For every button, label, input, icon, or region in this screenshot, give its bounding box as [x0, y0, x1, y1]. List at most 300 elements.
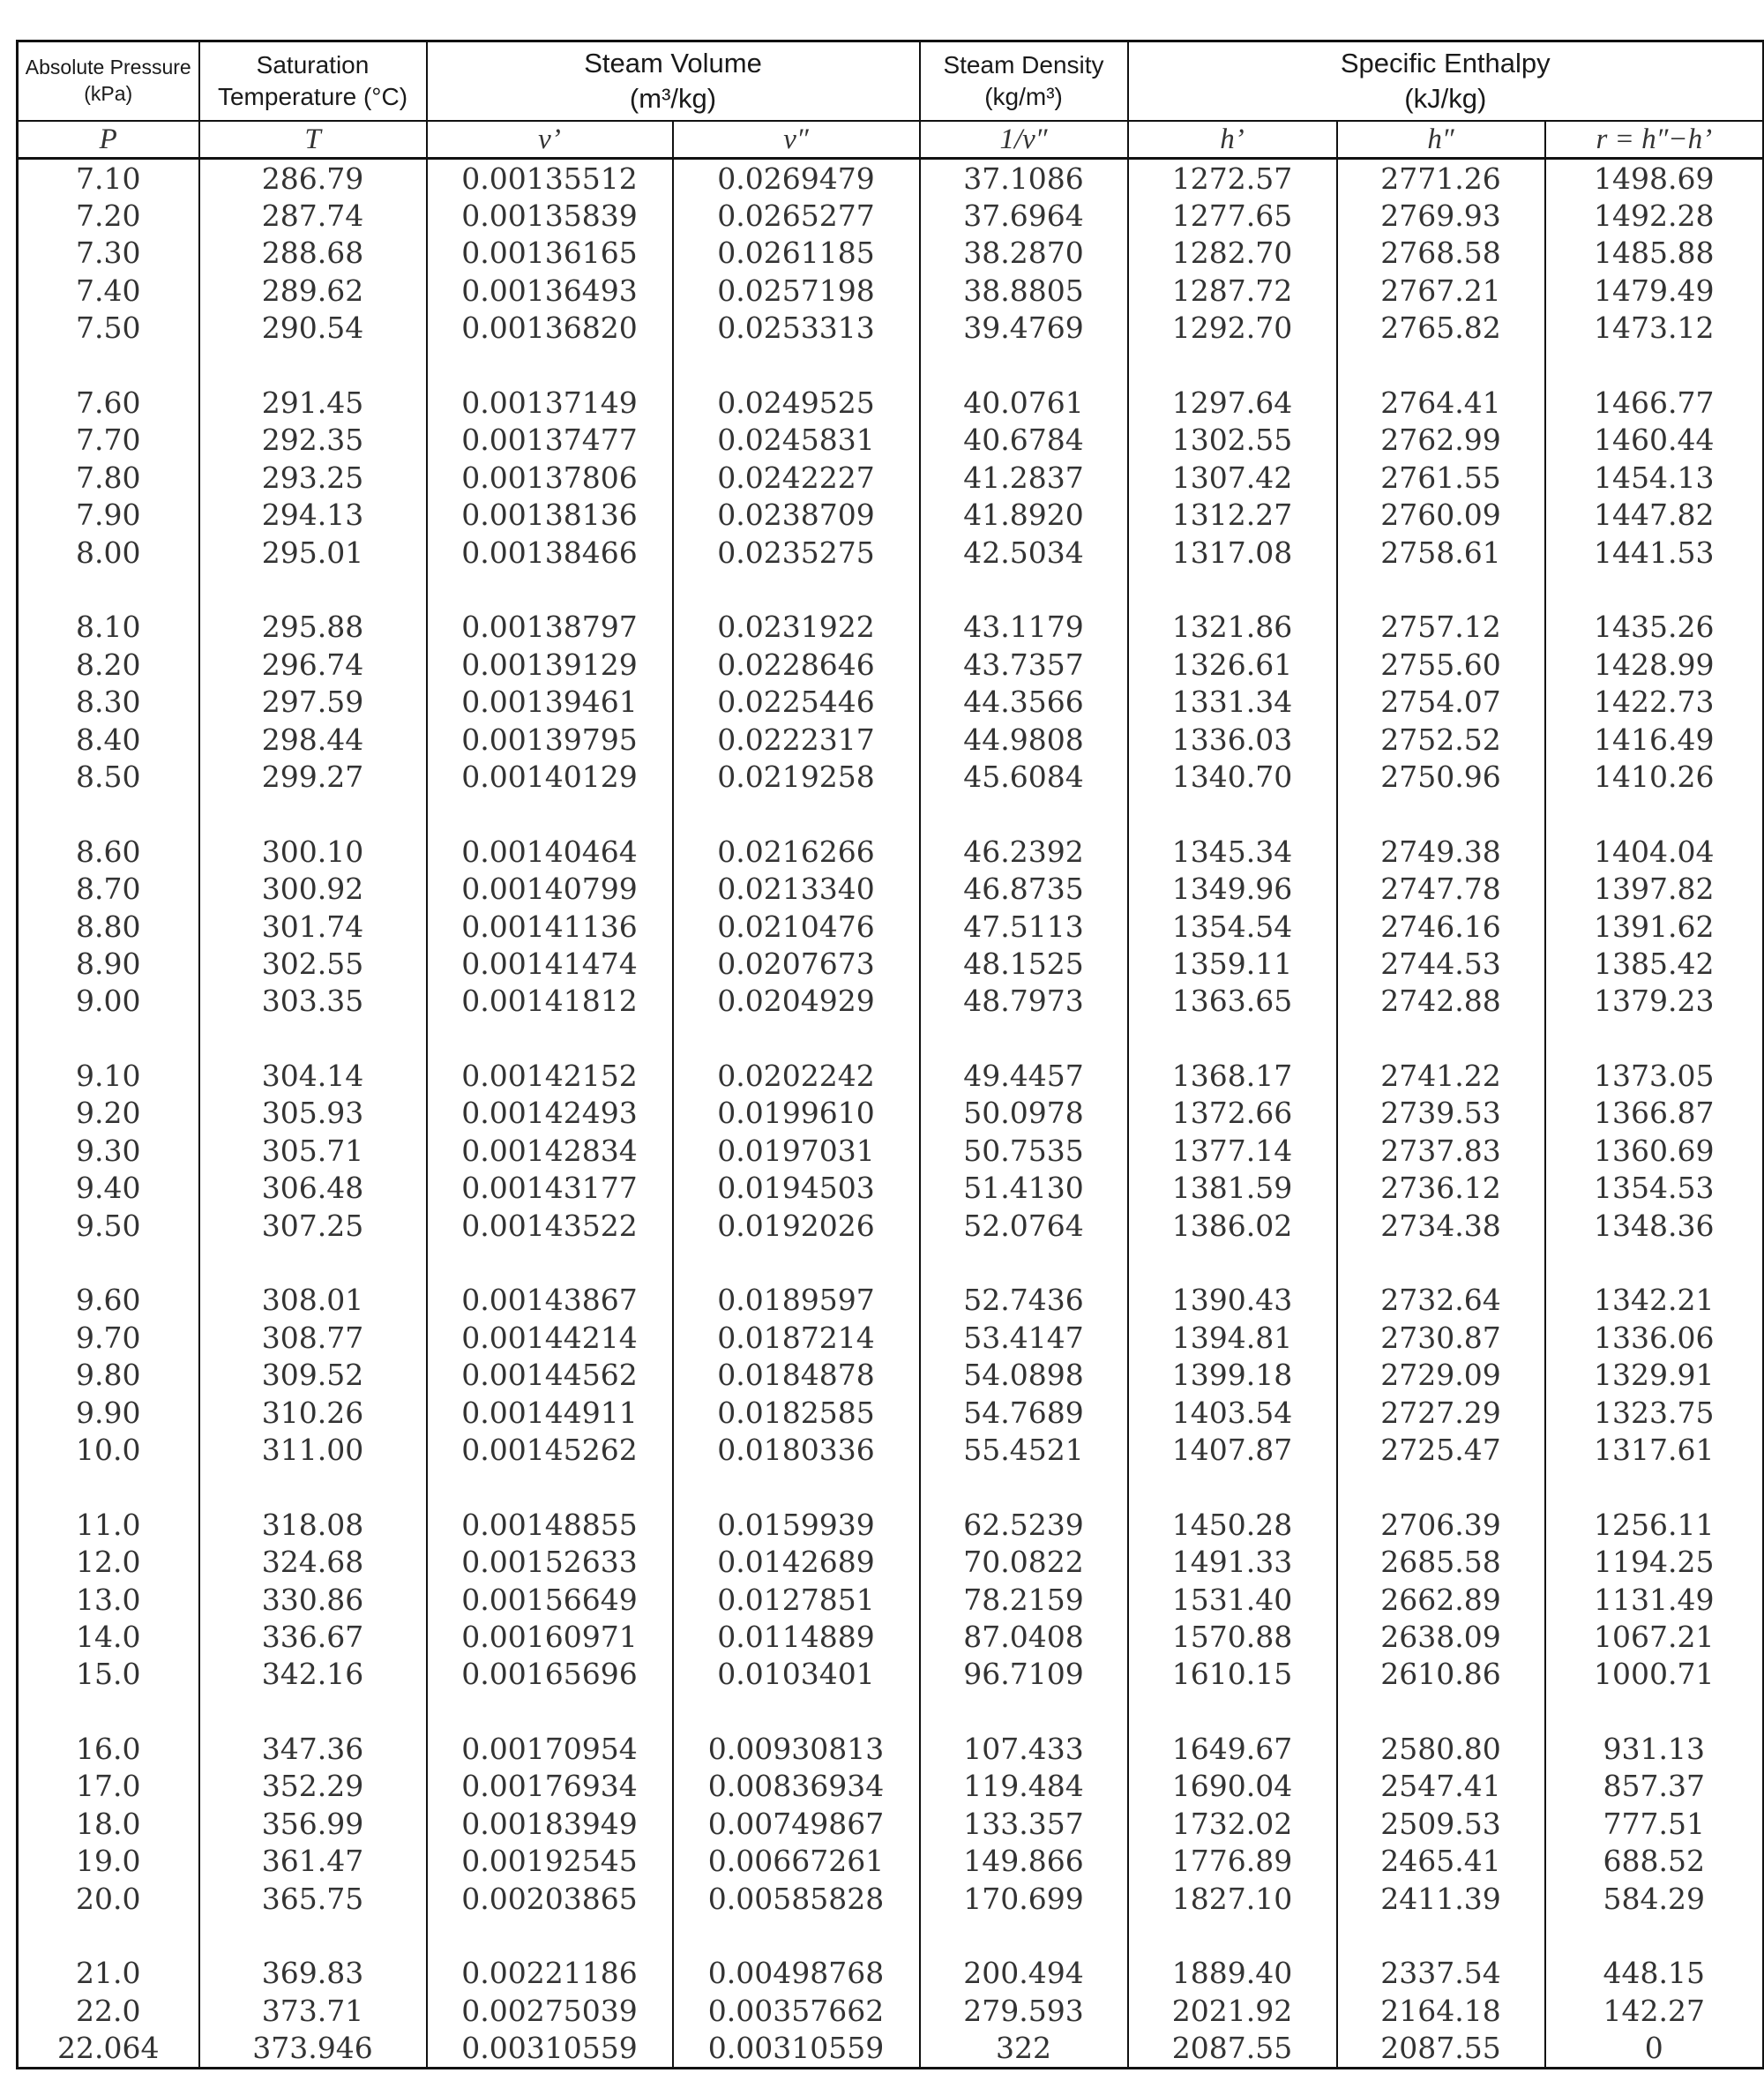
liquid-volume-cell: 0.00138797: [427, 609, 673, 646]
liquid-enthalpy-cell: 1317.08: [1128, 534, 1337, 571]
vapor-volume-cell: 0.0222317: [673, 721, 920, 758]
liquid-enthalpy-cell: 1610.15: [1128, 1656, 1337, 1693]
header-volume-unit: (m³/kg): [629, 83, 717, 114]
liquid-volume-cell: 0.00141136: [427, 908, 673, 945]
density-cell: 38.8805: [920, 272, 1128, 309]
latent-heat-cell: 1391.62: [1545, 908, 1764, 945]
density-cell: 40.6784: [920, 422, 1128, 459]
temperature-cell: 297.59: [199, 683, 427, 720]
spacer-cell: [1337, 1020, 1545, 1057]
table-row: [18, 459, 1764, 496]
spacer-cell: [1128, 1244, 1337, 1281]
vapor-enthalpy-cell: 2509.53: [1337, 1805, 1545, 1842]
table-row: [18, 384, 1764, 421]
vapor-volume-cell: 0.0142689: [673, 1543, 920, 1580]
spacer-cell: [1545, 796, 1764, 833]
pressure-cell: 9.70: [18, 1319, 199, 1356]
temperature-cell: 289.62: [199, 272, 427, 309]
spacer-cell: [18, 1917, 199, 1954]
spacer-cell: [199, 796, 427, 833]
table-row: [18, 1132, 1764, 1169]
latent-heat-cell: 1256.11: [1545, 1506, 1764, 1543]
liquid-volume-cell: 0.00139461: [427, 683, 673, 720]
density-cell: 40.0761: [920, 384, 1128, 421]
liquid-enthalpy-cell: 1407.87: [1128, 1431, 1337, 1468]
vapor-volume-cell: 0.0261185: [673, 235, 920, 272]
temperature-cell: 369.83: [199, 1955, 427, 1992]
density-cell: 62.5239: [920, 1506, 1128, 1543]
temperature-cell: 352.29: [199, 1768, 427, 1805]
table-row: [18, 1431, 1764, 1468]
temperature-cell: 361.47: [199, 1843, 427, 1880]
vapor-volume-cell: 0.00667261: [673, 1843, 920, 1880]
pressure-cell: 10.0: [18, 1431, 199, 1468]
table-row: [18, 497, 1764, 534]
spacer-cell: [673, 347, 920, 384]
temperature-cell: 330.86: [199, 1581, 427, 1618]
pressure-cell: 8.50: [18, 758, 199, 795]
group-spacer-row: [18, 1917, 1764, 1954]
vapor-enthalpy-cell: 2758.61: [1337, 534, 1545, 571]
latent-heat-cell: 1428.99: [1545, 646, 1764, 683]
table-row: [18, 1730, 1764, 1767]
vapor-enthalpy-cell: 2771.26: [1337, 159, 1545, 198]
liquid-enthalpy-cell: 1287.72: [1128, 272, 1337, 309]
liquid-volume-cell: 0.00176934: [427, 1768, 673, 1805]
vapor-volume-cell: 0.0207673: [673, 945, 920, 982]
density-cell: 49.4457: [920, 1057, 1128, 1094]
vapor-volume-cell: 0.0257198: [673, 272, 920, 309]
header-specific-enthalpy: [1128, 41, 1764, 122]
table-row: [18, 1095, 1764, 1132]
liquid-volume-cell: 0.00221186: [427, 1955, 673, 1992]
liquid-volume-cell: 0.00165696: [427, 1656, 673, 1693]
temperature-cell: 347.36: [199, 1730, 427, 1767]
vapor-enthalpy-cell: 2747.78: [1337, 870, 1545, 907]
header-density-unit: (kg/m³): [984, 83, 1063, 110]
vapor-volume-cell: 0.0216266: [673, 833, 920, 870]
vapor-volume-cell: 0.0180336: [673, 1431, 920, 1468]
group-spacer-row: [18, 571, 1764, 608]
spacer-cell: [199, 347, 427, 384]
symbol-latent-heat: r = h″−h’: [1545, 121, 1764, 159]
spacer-cell: [199, 571, 427, 608]
liquid-volume-cell: 0.00143177: [427, 1170, 673, 1207]
latent-heat-cell: 688.52: [1545, 1843, 1764, 1880]
latent-heat-cell: 1404.04: [1545, 833, 1764, 870]
spacer-cell: [1545, 347, 1764, 384]
table-row: [18, 159, 1764, 198]
pressure-cell: 11.0: [18, 1506, 199, 1543]
liquid-volume-cell: 0.00136820: [427, 310, 673, 347]
liquid-enthalpy-cell: 1889.40: [1128, 1955, 1337, 1992]
spacer-cell: [1337, 1244, 1545, 1281]
liquid-enthalpy-cell: 1377.14: [1128, 1132, 1337, 1169]
table-row: [18, 534, 1764, 571]
spacer-cell: [427, 1693, 673, 1730]
spacer-cell: [1128, 1693, 1337, 1730]
latent-heat-cell: 1067.21: [1545, 1618, 1764, 1655]
spacer-cell: [427, 571, 673, 608]
pressure-cell: 7.30: [18, 235, 199, 272]
liquid-enthalpy-cell: 1354.54: [1128, 908, 1337, 945]
vapor-volume-cell: 0.0204929: [673, 983, 920, 1020]
symbol-vapor-volume: v″: [673, 121, 920, 159]
vapor-enthalpy-cell: 2765.82: [1337, 310, 1545, 347]
temperature-cell: 365.75: [199, 1880, 427, 1917]
latent-heat-cell: 1323.75: [1545, 1394, 1764, 1431]
spacer-cell: [1128, 1917, 1337, 1954]
pressure-cell: 7.70: [18, 422, 199, 459]
density-cell: 44.3566: [920, 683, 1128, 720]
liquid-volume-cell: 0.00145262: [427, 1431, 673, 1468]
spacer-cell: [673, 1693, 920, 1730]
header-enthalpy-unit: (kJ/kg): [1404, 83, 1487, 114]
density-cell: 48.7973: [920, 983, 1128, 1020]
density-cell: 50.0978: [920, 1095, 1128, 1132]
density-cell: 55.4521: [920, 1431, 1128, 1468]
vapor-volume-cell: 0.00930813: [673, 1730, 920, 1767]
pressure-cell: 7.20: [18, 197, 199, 234]
liquid-enthalpy-cell: 1336.03: [1128, 721, 1337, 758]
liquid-volume-cell: 0.00142152: [427, 1057, 673, 1094]
liquid-volume-cell: 0.00156649: [427, 1581, 673, 1618]
header-saturation-temperature: [199, 41, 427, 122]
vapor-enthalpy-cell: 2736.12: [1337, 1170, 1545, 1207]
temperature-cell: 373.946: [199, 2030, 427, 2069]
liquid-enthalpy-cell: 2087.55: [1128, 2030, 1337, 2069]
temperature-cell: 302.55: [199, 945, 427, 982]
spacer-cell: [427, 796, 673, 833]
pressure-cell: 9.30: [18, 1132, 199, 1169]
spacer-cell: [1337, 1917, 1545, 1954]
liquid-enthalpy-cell: 1399.18: [1128, 1357, 1337, 1394]
temperature-cell: 300.10: [199, 833, 427, 870]
pressure-cell: 18.0: [18, 1805, 199, 1842]
group-spacer-row: [18, 347, 1764, 384]
vapor-enthalpy-cell: 2087.55: [1337, 2030, 1545, 2069]
liquid-volume-cell: 0.00170954: [427, 1730, 673, 1767]
vapor-enthalpy-cell: 2769.93: [1337, 197, 1545, 234]
table-row: [18, 833, 1764, 870]
pressure-cell: 7.10: [18, 159, 199, 198]
liquid-enthalpy-cell: 1292.70: [1128, 310, 1337, 347]
liquid-volume-cell: 0.00140129: [427, 758, 673, 795]
density-cell: 47.5113: [920, 908, 1128, 945]
spacer-cell: [1545, 1020, 1764, 1057]
table-row: [18, 1805, 1764, 1842]
pressure-cell: 9.20: [18, 1095, 199, 1132]
density-cell: 37.1086: [920, 159, 1128, 198]
vapor-volume-cell: 0.00357662: [673, 1992, 920, 2029]
density-cell: 170.699: [920, 1880, 1128, 1917]
table-row: [18, 646, 1764, 683]
vapor-enthalpy-cell: 2762.99: [1337, 422, 1545, 459]
density-cell: 78.2159: [920, 1581, 1128, 1618]
spacer-cell: [199, 1020, 427, 1057]
temperature-cell: 298.44: [199, 721, 427, 758]
table-row: [18, 908, 1764, 945]
vapor-volume-cell: 0.0114889: [673, 1618, 920, 1655]
latent-heat-cell: 1466.77: [1545, 384, 1764, 421]
pressure-cell: 7.60: [18, 384, 199, 421]
vapor-enthalpy-cell: 2768.58: [1337, 235, 1545, 272]
pressure-cell: 16.0: [18, 1730, 199, 1767]
pressure-cell: 8.20: [18, 646, 199, 683]
liquid-volume-cell: 0.00136493: [427, 272, 673, 309]
liquid-enthalpy-cell: 1331.34: [1128, 683, 1337, 720]
vapor-enthalpy-cell: 2741.22: [1337, 1057, 1545, 1094]
spacer-cell: [18, 796, 199, 833]
pressure-cell: 9.80: [18, 1357, 199, 1394]
temperature-cell: 342.16: [199, 1656, 427, 1693]
temperature-cell: 304.14: [199, 1057, 427, 1094]
vapor-enthalpy-cell: 2465.41: [1337, 1843, 1545, 1880]
latent-heat-cell: 931.13: [1545, 1730, 1764, 1767]
temperature-cell: 295.88: [199, 609, 427, 646]
pressure-cell: 7.80: [18, 459, 199, 496]
vapor-enthalpy-cell: 2411.39: [1337, 1880, 1545, 1917]
pressure-cell: 19.0: [18, 1843, 199, 1880]
header-row: [18, 41, 1764, 122]
liquid-enthalpy-cell: 1690.04: [1128, 1768, 1337, 1805]
liquid-enthalpy-cell: 1326.61: [1128, 646, 1337, 683]
vapor-volume-cell: 0.0187214: [673, 1319, 920, 1356]
spacer-cell: [18, 1469, 199, 1506]
density-cell: 53.4147: [920, 1319, 1128, 1356]
spacer-cell: [920, 796, 1128, 833]
liquid-enthalpy-cell: 1386.02: [1128, 1207, 1337, 1244]
temperature-cell: 306.48: [199, 1170, 427, 1207]
liquid-volume-cell: 0.00203865: [427, 1880, 673, 1917]
liquid-enthalpy-cell: 1381.59: [1128, 1170, 1337, 1207]
spacer-cell: [673, 796, 920, 833]
pressure-cell: 13.0: [18, 1581, 199, 1618]
vapor-enthalpy-cell: 2742.88: [1337, 983, 1545, 1020]
vapor-volume-cell: 0.00749867: [673, 1805, 920, 1842]
liquid-volume-cell: 0.00137806: [427, 459, 673, 496]
latent-heat-cell: 0: [1545, 2030, 1764, 2069]
header-volume-label: Steam Volume: [584, 47, 762, 79]
table-row: [18, 1282, 1764, 1319]
spacer-cell: [1128, 796, 1337, 833]
vapor-enthalpy-cell: 2752.52: [1337, 721, 1545, 758]
pressure-cell: 8.90: [18, 945, 199, 982]
table-row: [18, 1768, 1764, 1805]
table-row: [18, 945, 1764, 982]
spacer-cell: [199, 1917, 427, 1954]
temperature-cell: 305.71: [199, 1132, 427, 1169]
density-cell: 279.593: [920, 1992, 1128, 2029]
liquid-volume-cell: 0.00142493: [427, 1095, 673, 1132]
spacer-cell: [1128, 1020, 1337, 1057]
latent-heat-cell: 1435.26: [1545, 609, 1764, 646]
liquid-enthalpy-cell: 1732.02: [1128, 1805, 1337, 1842]
vapor-enthalpy-cell: 2764.41: [1337, 384, 1545, 421]
spacer-cell: [427, 347, 673, 384]
liquid-volume-cell: 0.00142834: [427, 1132, 673, 1169]
liquid-enthalpy-cell: 1282.70: [1128, 235, 1337, 272]
spacer-cell: [1337, 1693, 1545, 1730]
latent-heat-cell: 448.15: [1545, 1955, 1764, 1992]
temperature-cell: 290.54: [199, 310, 427, 347]
temperature-cell: 288.68: [199, 235, 427, 272]
temperature-cell: 303.35: [199, 983, 427, 1020]
liquid-enthalpy-cell: 1531.40: [1128, 1581, 1337, 1618]
vapor-enthalpy-cell: 2727.29: [1337, 1394, 1545, 1431]
table-row: [18, 870, 1764, 907]
density-cell: 119.484: [920, 1768, 1128, 1805]
density-cell: 50.7535: [920, 1132, 1128, 1169]
density-cell: 322: [920, 2030, 1128, 2069]
vapor-enthalpy-cell: 2706.39: [1337, 1506, 1545, 1543]
liquid-enthalpy-cell: 1776.89: [1128, 1843, 1337, 1880]
table-row: [18, 422, 1764, 459]
table-row: [18, 272, 1764, 309]
spacer-cell: [427, 1917, 673, 1954]
liquid-volume-cell: 0.00136165: [427, 235, 673, 272]
vapor-enthalpy-cell: 2767.21: [1337, 272, 1545, 309]
table-body: [18, 159, 1764, 2069]
table-row: [18, 1955, 1764, 1992]
vapor-enthalpy-cell: 2638.09: [1337, 1618, 1545, 1655]
vapor-volume-cell: 0.0127851: [673, 1581, 920, 1618]
spacer-cell: [1128, 347, 1337, 384]
liquid-enthalpy-cell: 1349.96: [1128, 870, 1337, 907]
density-cell: 52.0764: [920, 1207, 1128, 1244]
liquid-volume-cell: 0.00160971: [427, 1618, 673, 1655]
density-cell: 70.0822: [920, 1543, 1128, 1580]
latent-heat-cell: 1317.61: [1545, 1431, 1764, 1468]
vapor-volume-cell: 0.00310559: [673, 2030, 920, 2069]
pressure-cell: 8.80: [18, 908, 199, 945]
latent-heat-cell: 1194.25: [1545, 1543, 1764, 1580]
liquid-enthalpy-cell: 1363.65: [1128, 983, 1337, 1020]
temperature-cell: 336.67: [199, 1618, 427, 1655]
vapor-enthalpy-cell: 2732.64: [1337, 1282, 1545, 1319]
vapor-volume-cell: 0.0235275: [673, 534, 920, 571]
pressure-cell: 8.40: [18, 721, 199, 758]
header-steam-volume: [427, 41, 920, 122]
vapor-volume-cell: 0.0194503: [673, 1170, 920, 1207]
liquid-volume-cell: 0.00137149: [427, 384, 673, 421]
liquid-enthalpy-cell: 1390.43: [1128, 1282, 1337, 1319]
table-row: [18, 1357, 1764, 1394]
spacer-cell: [199, 1244, 427, 1281]
liquid-enthalpy-cell: 1649.67: [1128, 1730, 1337, 1767]
latent-heat-cell: 1454.13: [1545, 459, 1764, 496]
liquid-enthalpy-cell: 1827.10: [1128, 1880, 1337, 1917]
vapor-volume-cell: 0.0231922: [673, 609, 920, 646]
latent-heat-cell: 142.27: [1545, 1992, 1764, 2029]
liquid-enthalpy-cell: 1394.81: [1128, 1319, 1337, 1356]
spacer-cell: [920, 1917, 1128, 1954]
vapor-enthalpy-cell: 2164.18: [1337, 1992, 1545, 2029]
pressure-cell: 9.10: [18, 1057, 199, 1094]
vapor-enthalpy-cell: 2547.41: [1337, 1768, 1545, 1805]
latent-heat-cell: 1498.69: [1545, 159, 1764, 198]
table-row: [18, 758, 1764, 795]
temperature-cell: 307.25: [199, 1207, 427, 1244]
vapor-enthalpy-cell: 2662.89: [1337, 1581, 1545, 1618]
spacer-cell: [673, 1244, 920, 1281]
vapor-volume-cell: 0.0189597: [673, 1282, 920, 1319]
density-cell: 149.866: [920, 1843, 1128, 1880]
spacer-cell: [920, 1469, 1128, 1506]
header-pressure-unit: (kPa): [84, 82, 133, 105]
temperature-cell: 292.35: [199, 422, 427, 459]
temperature-cell: 356.99: [199, 1805, 427, 1842]
spacer-cell: [1337, 1469, 1545, 1506]
liquid-enthalpy-cell: 1450.28: [1128, 1506, 1337, 1543]
vapor-volume-cell: 0.0184878: [673, 1357, 920, 1394]
spacer-cell: [18, 1244, 199, 1281]
spacer-cell: [1545, 1693, 1764, 1730]
spacer-cell: [1545, 1917, 1764, 1954]
liquid-volume-cell: 0.00144214: [427, 1319, 673, 1356]
spacer-cell: [1545, 1244, 1764, 1281]
pressure-cell: 8.00: [18, 534, 199, 571]
vapor-volume-cell: 0.0253313: [673, 310, 920, 347]
spacer-cell: [427, 1244, 673, 1281]
temperature-cell: 311.00: [199, 1431, 427, 1468]
pressure-cell: 8.30: [18, 683, 199, 720]
table-row: [18, 1394, 1764, 1431]
table-row: [18, 1207, 1764, 1244]
liquid-enthalpy-cell: 2021.92: [1128, 1992, 1337, 2029]
pressure-cell: 9.60: [18, 1282, 199, 1319]
liquid-enthalpy-cell: 1340.70: [1128, 758, 1337, 795]
liquid-enthalpy-cell: 1491.33: [1128, 1543, 1337, 1580]
liquid-volume-cell: 0.00140799: [427, 870, 673, 907]
spacer-cell: [199, 1693, 427, 1730]
density-cell: 54.0898: [920, 1357, 1128, 1394]
spacer-cell: [920, 347, 1128, 384]
temperature-cell: 310.26: [199, 1394, 427, 1431]
table-row: [18, 1843, 1764, 1880]
vapor-volume-cell: 0.0249525: [673, 384, 920, 421]
liquid-volume-cell: 0.00138136: [427, 497, 673, 534]
latent-heat-cell: 1366.87: [1545, 1095, 1764, 1132]
spacer-cell: [1545, 1469, 1764, 1506]
temperature-cell: 299.27: [199, 758, 427, 795]
liquid-volume-cell: 0.00143867: [427, 1282, 673, 1319]
pressure-cell: 21.0: [18, 1955, 199, 1992]
pressure-cell: 8.60: [18, 833, 199, 870]
latent-heat-cell: 857.37: [1545, 1768, 1764, 1805]
liquid-volume-cell: 0.00138466: [427, 534, 673, 571]
spacer-cell: [920, 1693, 1128, 1730]
vapor-enthalpy-cell: 2750.96: [1337, 758, 1545, 795]
pressure-cell: 9.40: [18, 1170, 199, 1207]
group-spacer-row: [18, 1693, 1764, 1730]
density-cell: 87.0408: [920, 1618, 1128, 1655]
table-row: [18, 1656, 1764, 1693]
spacer-cell: [1128, 1469, 1337, 1506]
vapor-volume-cell: 0.0192026: [673, 1207, 920, 1244]
liquid-volume-cell: 0.00152633: [427, 1543, 673, 1580]
vapor-volume-cell: 0.0265277: [673, 197, 920, 234]
pressure-cell: 9.00: [18, 983, 199, 1020]
vapor-volume-cell: 0.0202242: [673, 1057, 920, 1094]
vapor-volume-cell: 0.0242227: [673, 459, 920, 496]
density-cell: 46.2392: [920, 833, 1128, 870]
latent-heat-cell: 1492.28: [1545, 197, 1764, 234]
liquid-volume-cell: 0.00148855: [427, 1506, 673, 1543]
pressure-cell: 9.50: [18, 1207, 199, 1244]
latent-heat-cell: 1000.71: [1545, 1656, 1764, 1693]
vapor-volume-cell: 0.0213340: [673, 870, 920, 907]
